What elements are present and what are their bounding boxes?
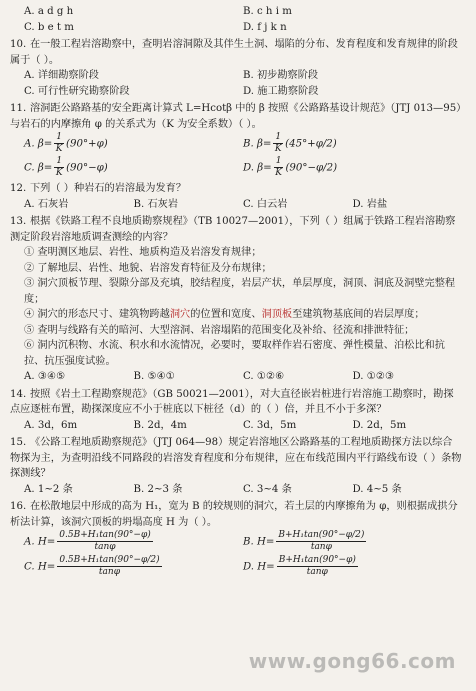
option-d: D. 4~5 条 — [352, 483, 402, 495]
question-number: 13. — [10, 216, 27, 227]
question-16 — [10, 499, 462, 579]
question-number: 12. — [10, 183, 27, 194]
option-a: A. a d g h — [24, 6, 74, 17]
question-15 — [10, 435, 462, 497]
item-1: ① 查明测区地层、岩性、地质构造及岩溶发育规律； — [24, 247, 262, 258]
option-a: A. 石灰岩 — [24, 198, 69, 210]
option-a: A. H= $\frac{\text{0.5B+H₁tan(90°−φ)}}{\tan\varphi}$ — [24, 530, 151, 552]
question-text: 根据《铁路工程不良地质勘察规程》（TB 10027—2001），下列（ ）组属于铁路工程岩溶勘察测定阶段岩溶地质调查测绘的内容？ — [10, 216, 456, 243]
item-4: ④ 洞穴的形态尺寸、建筑物跨越洞穴的位置和宽度、洞顶板至建筑物基底间的岩层厚度； — [24, 309, 425, 320]
option-d: D. 2d，5m — [352, 419, 407, 431]
option-c: C. H= $\frac{\text{0.5B+H₁tan(90°−φ/2)}}{\tan\varphi}$ — [24, 554, 160, 577]
option-b: B. β= $\frac{1}{K}$ (45°+φ/2) — [243, 132, 337, 154]
question-13 — [10, 214, 462, 385]
question-text: 溶洞距公路路基的安全距离计算式 L=Hcotβ 中的 β 按照《公路路基设计规范》（JTJ 013—95）与岩石的内摩擦角 φ 的关系式为（K 为安全系数）（ ）。 — [10, 103, 462, 130]
option-b: B. 2~3 条 — [133, 483, 183, 495]
option-b: B. 2d，4m — [133, 419, 187, 431]
option-a: A. ③④⑤ — [24, 371, 66, 382]
question-number: 15. — [10, 437, 27, 448]
option-d: D. H= $\frac{\text{B+H₁tan(90°−φ)}}{\tan\varphi}$ — [243, 554, 356, 577]
option-c: C. 可行性研究勘察阶段 — [24, 85, 130, 97]
option-d: D. 岩盐 — [352, 198, 388, 210]
option-d: D. 施工勘察阶段 — [243, 85, 319, 97]
option-b: B. 初步勘察阶段 — [243, 70, 319, 81]
highlight-text: 洞穴 — [169, 309, 191, 320]
item-6: ⑥ 洞内沉积物、水流、积水和水流情况，必要时，要取样作岩石密度、弹性模量、泊松比和抗拉、抗压强度试验。 — [24, 340, 445, 367]
question-14 — [10, 387, 462, 434]
question-text: 下列（ ）种岩石的岩溶最为发育？ — [30, 183, 187, 194]
question-text: 按照《岩土工程勘察规范》（GB 50021—2001），对大直径嵌岩桩进行岩溶施工勘察时，勘探点应逐桩布置，勘探深度应不小于桩底以下桩径（d）的（ ）倍，并且不小于多深？ — [10, 388, 454, 415]
option-d: D. β= $\frac{1}{K}$ (90°−φ/2) — [243, 155, 338, 178]
site-watermark: www.gong66.com — [248, 649, 456, 673]
option-a: A. β= $\frac{1}{K}$ (90°+φ) — [24, 132, 108, 154]
option-a: A. 1~2 条 — [24, 483, 73, 495]
option-a: A. 3d，6m — [24, 419, 78, 431]
option-c: C. ①②⑥ — [243, 371, 285, 382]
option-a: A. 详细勘察阶段 — [24, 70, 99, 81]
question-text: 《公路工程地质勘察规范》（JTJ 064—98）规定岩溶地区公路路基的工程地质勘探方法以综合物探为主，为查明沿线不同路段的岩溶发育程度和分布规律，应在布线范围内平行路线布设（ ）条物探测线？ — [10, 437, 462, 479]
question-number: 10. — [10, 39, 27, 50]
question-number: 16. — [10, 501, 27, 512]
question-11 — [10, 101, 462, 179]
question-12 — [10, 181, 462, 212]
prev-question-options-row-2 — [10, 20, 462, 36]
option-c: C. 3~4 条 — [243, 483, 292, 495]
question-text: 在松散地层中形成的高为 H₁，宽为 B 的较规则的洞穴，若土层的内摩擦角为 φ，则根据成拱分析法计算，该洞穴顶板的坍塌高度 H 为（ ）。 — [10, 501, 458, 528]
option-b: B. H= $\frac{\text{B+H₁tan(90°−φ/2)}}{\tan\varphi}$ — [243, 530, 365, 552]
question-text: 在一般工程岩溶勘察中，查明岩溶洞隙及其伴生土洞、塌陷的分布、发育程度和发育规律的阶段属于（ ）。 — [10, 39, 458, 66]
question-number: 14. — [10, 388, 27, 400]
option-d: D. ①②③ — [352, 371, 395, 382]
option-c: C. 3d，5m — [243, 419, 297, 431]
option-c: C. 白云岩 — [243, 198, 288, 210]
option-c: C. b e t m — [24, 21, 74, 33]
question-10 — [10, 37, 462, 99]
question-number: 11. — [10, 103, 27, 114]
item-3: ③ 洞穴顶板节理、裂隙分部及充填，胶结程度，岩层产状，单层厚度，洞顶、洞底及洞壁完整程度； — [24, 278, 456, 305]
prev-question-options-row-1 — [10, 4, 462, 20]
option-b: B. c h i m — [243, 6, 292, 17]
option-b: B. 石灰岩 — [133, 198, 179, 210]
item-5: ⑤ 查明与线路有关的暗河、大型溶洞、岩溶塌陷的范围变化及补给、径流和排泄特征； — [24, 324, 415, 336]
item-2: ② 了解地层、岩性、地貌、岩溶发育特征及分布规律； — [24, 262, 272, 274]
highlight-text: 洞顶板 — [261, 309, 293, 320]
option-d: D. f j k n — [243, 21, 287, 33]
option-b: B. ⑤④① — [133, 371, 175, 382]
option-c: C. β= $\frac{1}{K}$ (90°−φ) — [24, 155, 108, 178]
